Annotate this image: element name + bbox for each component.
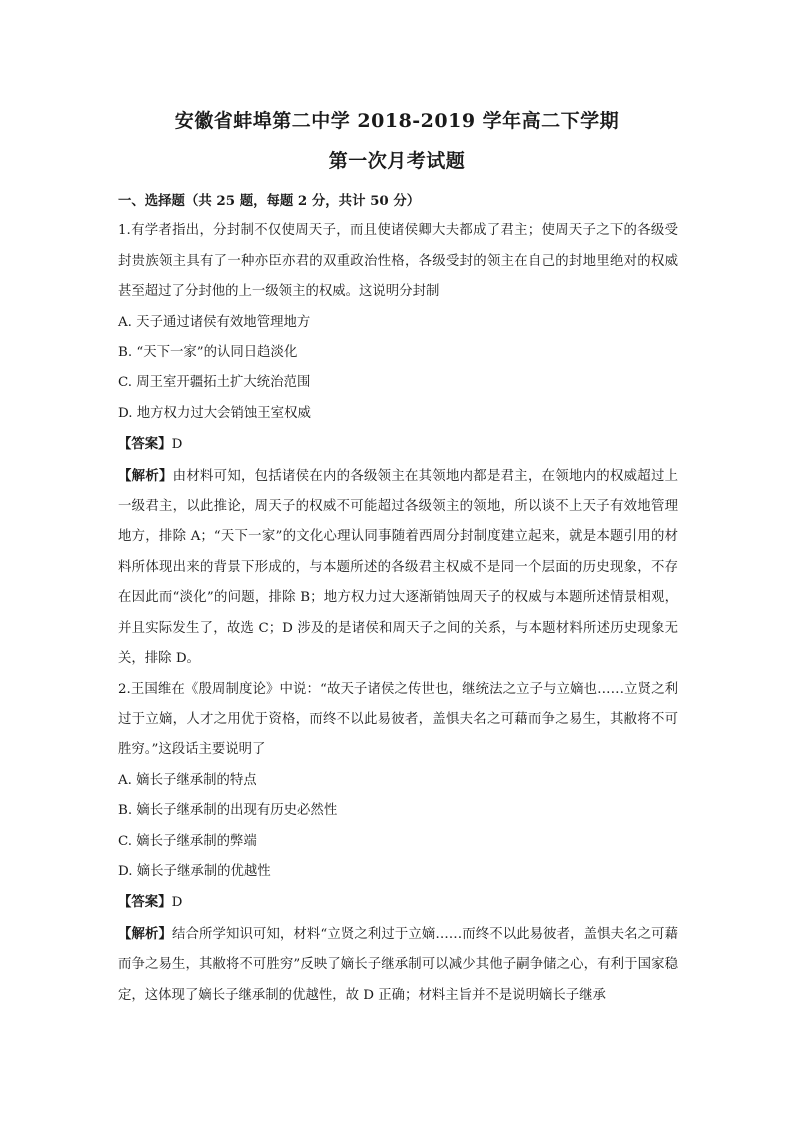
question-1 <box>118 216 678 674</box>
answer-line <box>118 887 678 918</box>
option-c: C. 周王室开疆拓土扩大统治范围 <box>118 375 311 391</box>
document-title-line1: 安徽省蚌埠第二中学 2018-2019 学年高二下学期 <box>174 110 620 132</box>
answer-label: 【答案】 <box>118 894 172 911</box>
analysis-text: 结合所学知识可知，材料“立贤之利过于立嫡……而终不以此易彼者，盖惧夫名之可藉而争之易生，其敝将不可胜穷”反映了嫡长子继承制可以减少其他子嗣争储之心，有利于国家稳定，这体现了嫡长子继承制的优越性，故 D 正确；材料主旨并不是说明嫡长子继承 <box>118 926 679 1003</box>
analysis-label: 【解析】 <box>118 467 173 484</box>
option-a: A. 嫡长子继承制的特点 <box>118 772 257 788</box>
option-b: B. “天下一家”的认同日趋淡化 <box>118 345 298 361</box>
document-title-line2: 第一次月考试题 <box>328 150 466 172</box>
analysis-label: 【解析】 <box>118 925 172 942</box>
answer-value: D <box>171 437 183 453</box>
question-2 <box>118 675 678 1011</box>
option-d: D. 嫡长子继承制的优越性 <box>118 863 271 879</box>
answer-value: D <box>171 895 183 911</box>
section-heading: 一、选择题（共 25 题，每题 2 分，共计 50 分） <box>118 193 421 209</box>
option-c: C. 嫡长子继承制的弊端 <box>118 833 257 849</box>
option-d: D. 地方权力过大会销蚀王室权威 <box>118 405 311 421</box>
question-stem: 2.王国维在《殷周制度论》中说：“故天子诸侯之传世也，继统法之立子与立嫡也……立贤之利过于立嫡，人才之用优于资格，而终不以此易彼者，盖惧夫名之可藉而争之易生，其敝将不可胜穷。”这段话主要说明了 <box>118 681 678 758</box>
analysis-paragraph <box>118 461 678 675</box>
answer-label: 【答案】 <box>118 436 172 453</box>
option-a: A. 天子通过诸侯有效地管理地方 <box>118 314 311 330</box>
answer-line <box>118 429 678 460</box>
question-stem: 1.有学者指出，分封制不仅使周天子，而且使诸侯卿大夫都成了君主；使周天子之下的各级受封贵族领主具有了一种亦臣亦君的双重政治性格，各级受封的领主在自己的封地里绝对的权威甚至超过了分封他的上一级领主的权威。这说明分封制 <box>118 223 678 300</box>
analysis-text: 由材料可知，包括诸侯在内的各级领主在其领地内都是君主，在领地内的权威超过上一级君主，以此推论，周天子的权威不可能超过各级领主的领地，所以谈不上天子有效地管理地方，排除 A；“天下一家”的文化心理认同事随着西周分封制度建立起来，就是本题引用的材料所体现出来的背景下形成的，与本题所述的各级君主权威不是同一个层面的历史现象，不存在因此而“淡化”的问题，排除 B；地方权力过大逐渐销蚀周天子的权威与本题所述情景相观，并且实际发生了，故选 C；D 涉及的是诸侯和周天子之间的关系，与本题材料所述历史现象无关，排除 D。 <box>118 468 679 667</box>
document-body <box>118 186 678 1011</box>
analysis-paragraph <box>118 919 678 1011</box>
option-b: B. 嫡长子继承制的出现有历史必然性 <box>118 803 338 819</box>
